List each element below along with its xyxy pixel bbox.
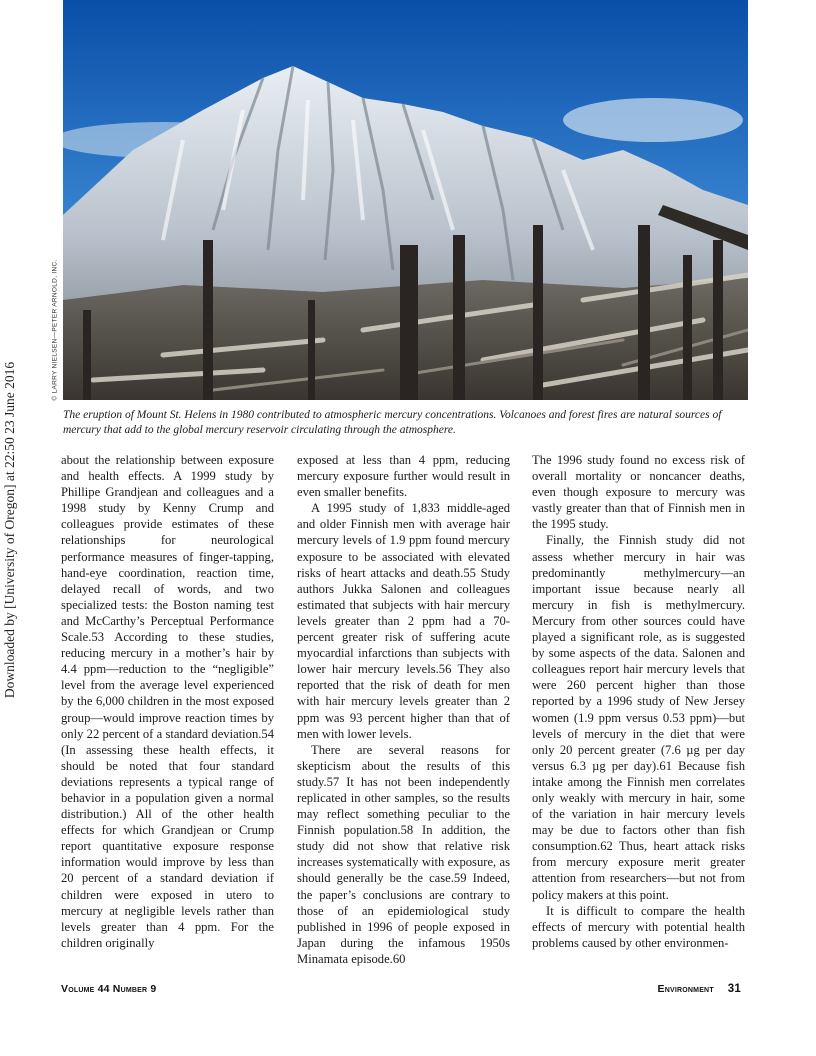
download-watermark — [0, 330, 20, 730]
text-column-2 — [297, 452, 510, 967]
photo-credit — [48, 260, 62, 400]
text-column-1 — [61, 452, 274, 951]
paragraph: about the relationship between exposure and health effects. A 1999 study by Phillipe Grandjean and colleagues and a 1998 study by Kenny Crump and colleagues provide estimates of these relationships for neurological performance measures of finger-tapping, hand-eye coordination, reaction time, delayed recall of words, and two specialized tests: the Boston naming test and McCarthy’s Perceptual Performance Scale.53 According to these studies, reducing mercury in a mother’s hair by 4.4 ppm—reduction to the “negligible” level from the average level experienced by the 6,000 children in the most exposed group—would improve reaction times by only 22 percent of a standard deviation.54 (In assessing these health effects, it should be noted that four standard deviations represents a typical range of behavior in a population given a normal distribution.) All of the other health effects for which Grandjean or Crump report quantitative exposure response information would improve by less than 20 percent of a standard deviation if children were exposed in utero to mercury at negligible levels rather than levels greater than 4 ppm. For the children originally — [61, 453, 274, 950]
download-watermark-text: Downloaded by [University of Oregon] at 22:50 23 June 2016 — [2, 361, 17, 699]
journal-name: Environment — [657, 983, 714, 995]
paragraph: The 1996 study found no excess risk of overall mortality or noncancer deaths, even though exposure to mercury was vastly greater than that of Finnish men in the 1995 study. — [532, 453, 745, 532]
paragraph: It is difficult to compare the health effects of mercury with potential health problems caused by other environmen- — [532, 903, 745, 950]
photo-credit-text: © LARRY NIELSEN—PETER ARNOLD, INC. — [51, 259, 59, 401]
paragraph: A 1995 study of 1,833 middle-aged and older Finnish men with average hair mercury levels of 1.9 ppm found mercury exposure to be associated with elevated risks of heart attacks and death.55 Study authors Jukka Salonen and colleagues estimated that subjects with hair mercury levels greater than 2 ppm had a 70-percent greater risk of suffering acute myocardial infarctions than subjects with lower hair mercury levels.56 They also reported that the risk of death for men with hair mercury levels greater than 2 ppm was 93 percent higher than that of men with lower levels. — [297, 501, 510, 741]
page-footer-right — [658, 983, 741, 995]
paragraph: Finally, the Finnish study did not assess whether mercury in hair was predominantly methylmercury—an important issue because nearly all mercury in fish is methylmercury. Mercury from other sources could have played a significant role, as is suggested by some aspects of the data. Salonen and colleagues report hair mercury levels that were 260 percent higher than those reported by a 1996 study of New Jersey women (1.9 ppm versus 0.53 ppm)—but levels of mercury in the diet that were only 20 percent greater (7.6 µg per day versus 6.3 µg per day).61 Because fish intake among the Finnish men correlates only weakly with mercury in hair, some of the variation in hair mercury levels may be due to factors other than fish consumption.62 Thus, heart attack risks from mercury exposure merit greater attention from researchers—but not from policy makers at this point. — [532, 533, 745, 902]
issue-info: Volume 44 Number 9 — [61, 983, 157, 995]
photo-illustration — [63, 0, 748, 400]
paragraph: There are several reasons for skepticism about the results of this study.57 It has not been independently replicated in other samples, so the results may reflect something peculiar to the Finnish population.58 In addition, the study did not show that relative risk increases systematically with exposure, as should generally be the case.59 Indeed, the paper’s conclusions are contrary to those of an epidemiological study published in 1996 of people exposed in Japan during the infamous 1950s Minamata episode.60 — [297, 742, 510, 966]
paragraph: exposed at less than 4 ppm, reducing mercury exposure further would result in even smaller benefits. — [297, 453, 510, 500]
photo-caption: The eruption of Mount St. Helens in 1980 contributed to atmospheric mercury concentrations. Volcanoes and forest fires are natural sources of mercury that add to the global mercury reservoir circulating through the atmosphere. — [63, 409, 722, 436]
page-number: 31 — [727, 983, 741, 995]
text-column-3 — [532, 452, 745, 951]
mount-st-helens-photo — [63, 0, 748, 400]
